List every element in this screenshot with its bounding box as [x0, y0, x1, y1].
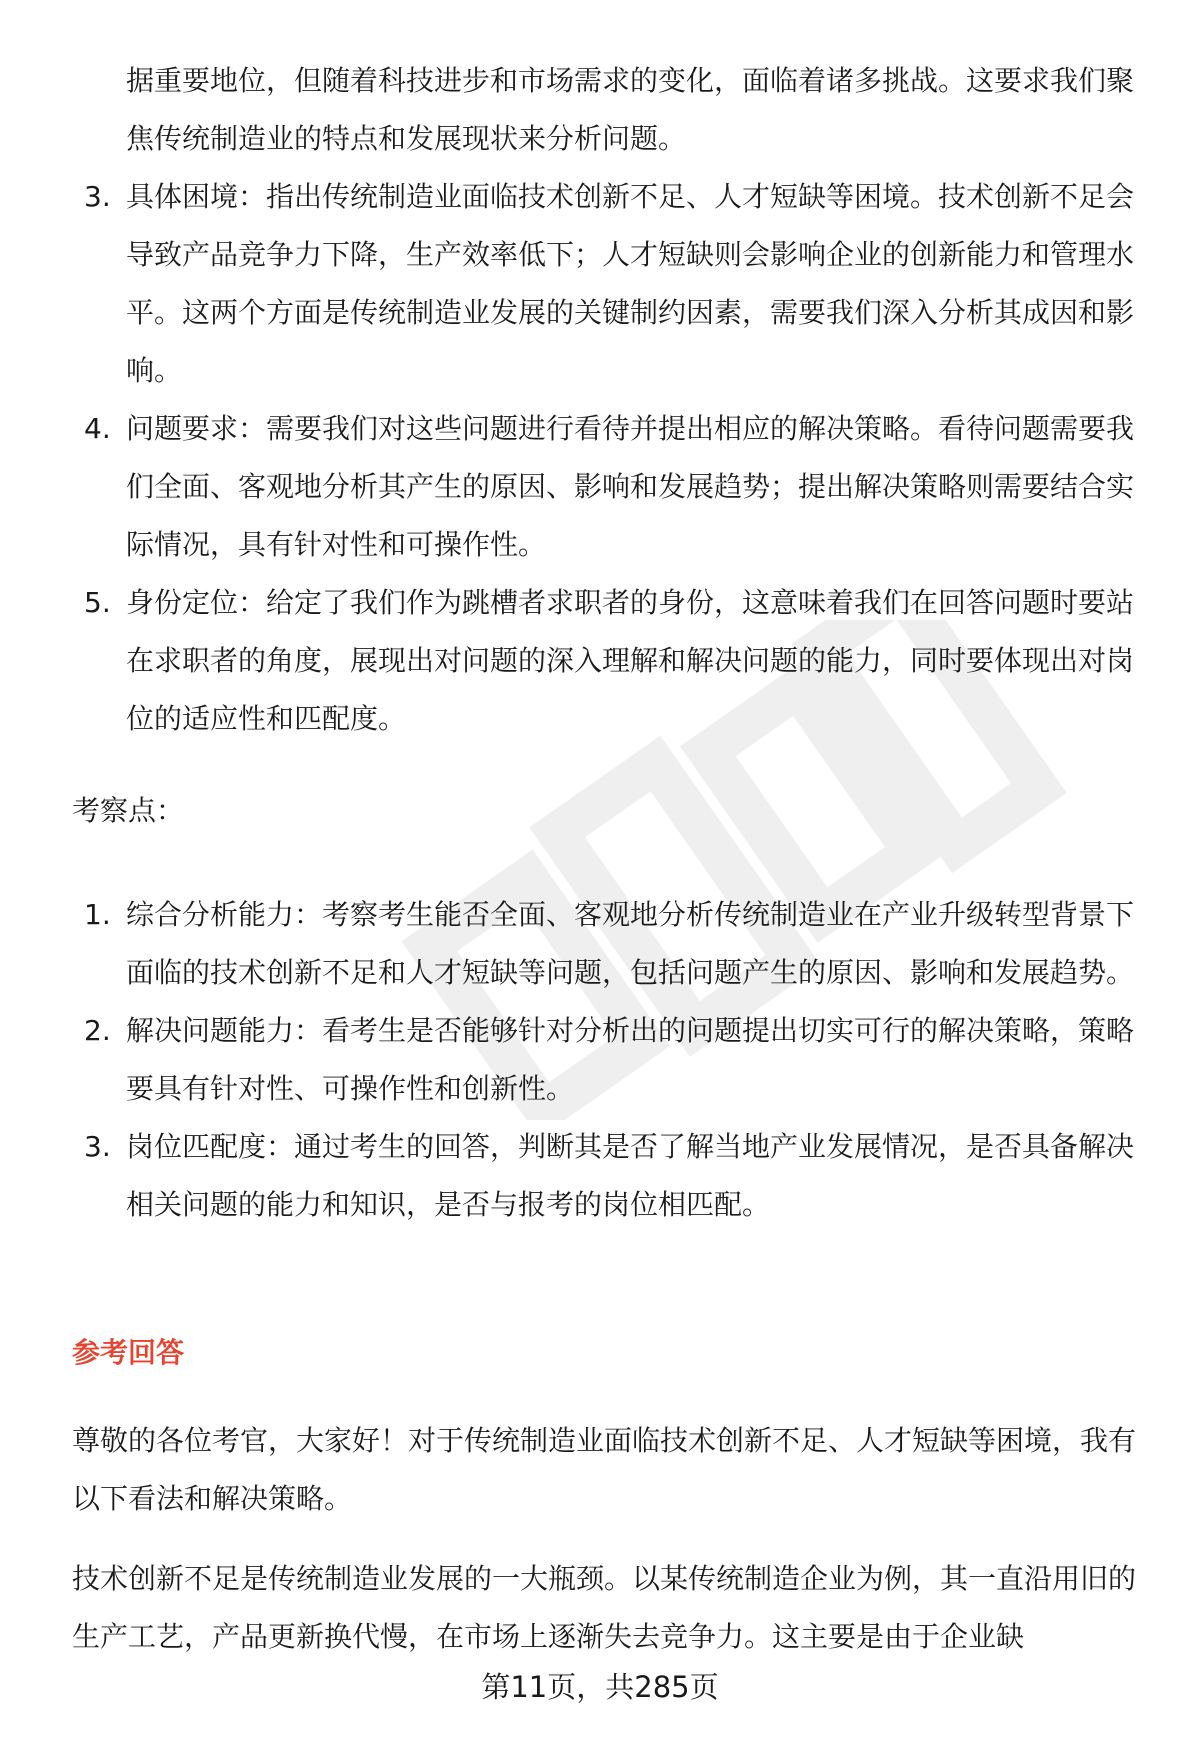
- list-text: 问题要求：需要我们对这些问题进行看待并提出相应的解决策略。看待问题需要我们全面、客观地分析其产生的原因、影响和发展趋势；提出解决策略则需要结合实际情况，具有针对性和可操作性。: [126, 412, 1135, 561]
- list-number: 4.: [84, 412, 111, 445]
- list-item: [0, 1002, 1136, 1118]
- page-number-footer: 第11页，共285页: [481, 1670, 719, 1704]
- answer-paragraph: 技术创新不足是传统制造业发展的一大瓶颈。以某传统制造企业为例，其一直沿用旧的生产工艺，产品更新换代慢，在市场上逐渐失去竞争力。这主要是由于企业缺: [72, 1562, 1137, 1653]
- list-number: 3.: [84, 1130, 111, 1163]
- list-text: 综合分析能力：考察考生能否全面、客观地分析传统制造业在产业升级转型背景下面临的技术创新不足和人才短缺等问题，包括问题产生的原因、影响和发展趋势。: [126, 898, 1135, 989]
- exam-points-heading: 考察点：: [72, 794, 185, 827]
- list-text: 具体困境：指出传统制造业面临技术创新不足、人才短缺等困境。技术创新不足会导致产品竞争力下降，生产效率低下；人才短缺则会影响企业的创新能力和管理水平。这两个方面是传统制造业发展的关键制约因素，需要我们深入分析其成因和影响。: [126, 180, 1135, 387]
- list-number: 1.: [84, 898, 111, 931]
- reference-answer-heading: 参考回答: [72, 1336, 185, 1369]
- list-number: 2.: [84, 1014, 111, 1047]
- list-number: 3.: [84, 180, 111, 213]
- list-number: 5.: [84, 586, 111, 619]
- list-item: [0, 168, 1136, 400]
- list-text: 身份定位：给定了我们作为跳槽者求职者的身份，这意味着我们在回答问题时要站在求职者的角度，展现出对问题的深入理解和解决问题的能力，同时要体现出对岗位的适应性和匹配度。: [126, 586, 1135, 735]
- analysis-list: [0, 168, 1200, 748]
- answer-paragraph: 尊敬的各位考官，大家好！对于传统制造业面临技术创新不足、人才短缺等困境，我有以下看法和解决策略。: [72, 1424, 1137, 1515]
- list-item: [0, 886, 1136, 1002]
- list-item: [0, 574, 1136, 748]
- list-text: 解决问题能力：看考生是否能够针对分析出的问题提出切实可行的解决策略，策略要具有针对性、可操作性和创新性。: [126, 1014, 1135, 1105]
- continuation-text: 据重要地位，但随着科技进步和市场需求的变化，面临着诸多挑战。这要求我们聚焦传统制造业的特点和发展现状来分析问题。: [126, 64, 1135, 155]
- list-item: [0, 400, 1136, 574]
- exam-points-list: [0, 886, 1200, 1234]
- list-item: [0, 1118, 1136, 1234]
- list-text: 岗位匹配度：通过考生的回答，判断其是否了解当地产业发展情况，是否具备解决相关问题的能力和知识，是否与报考的岗位相匹配。: [126, 1130, 1135, 1221]
